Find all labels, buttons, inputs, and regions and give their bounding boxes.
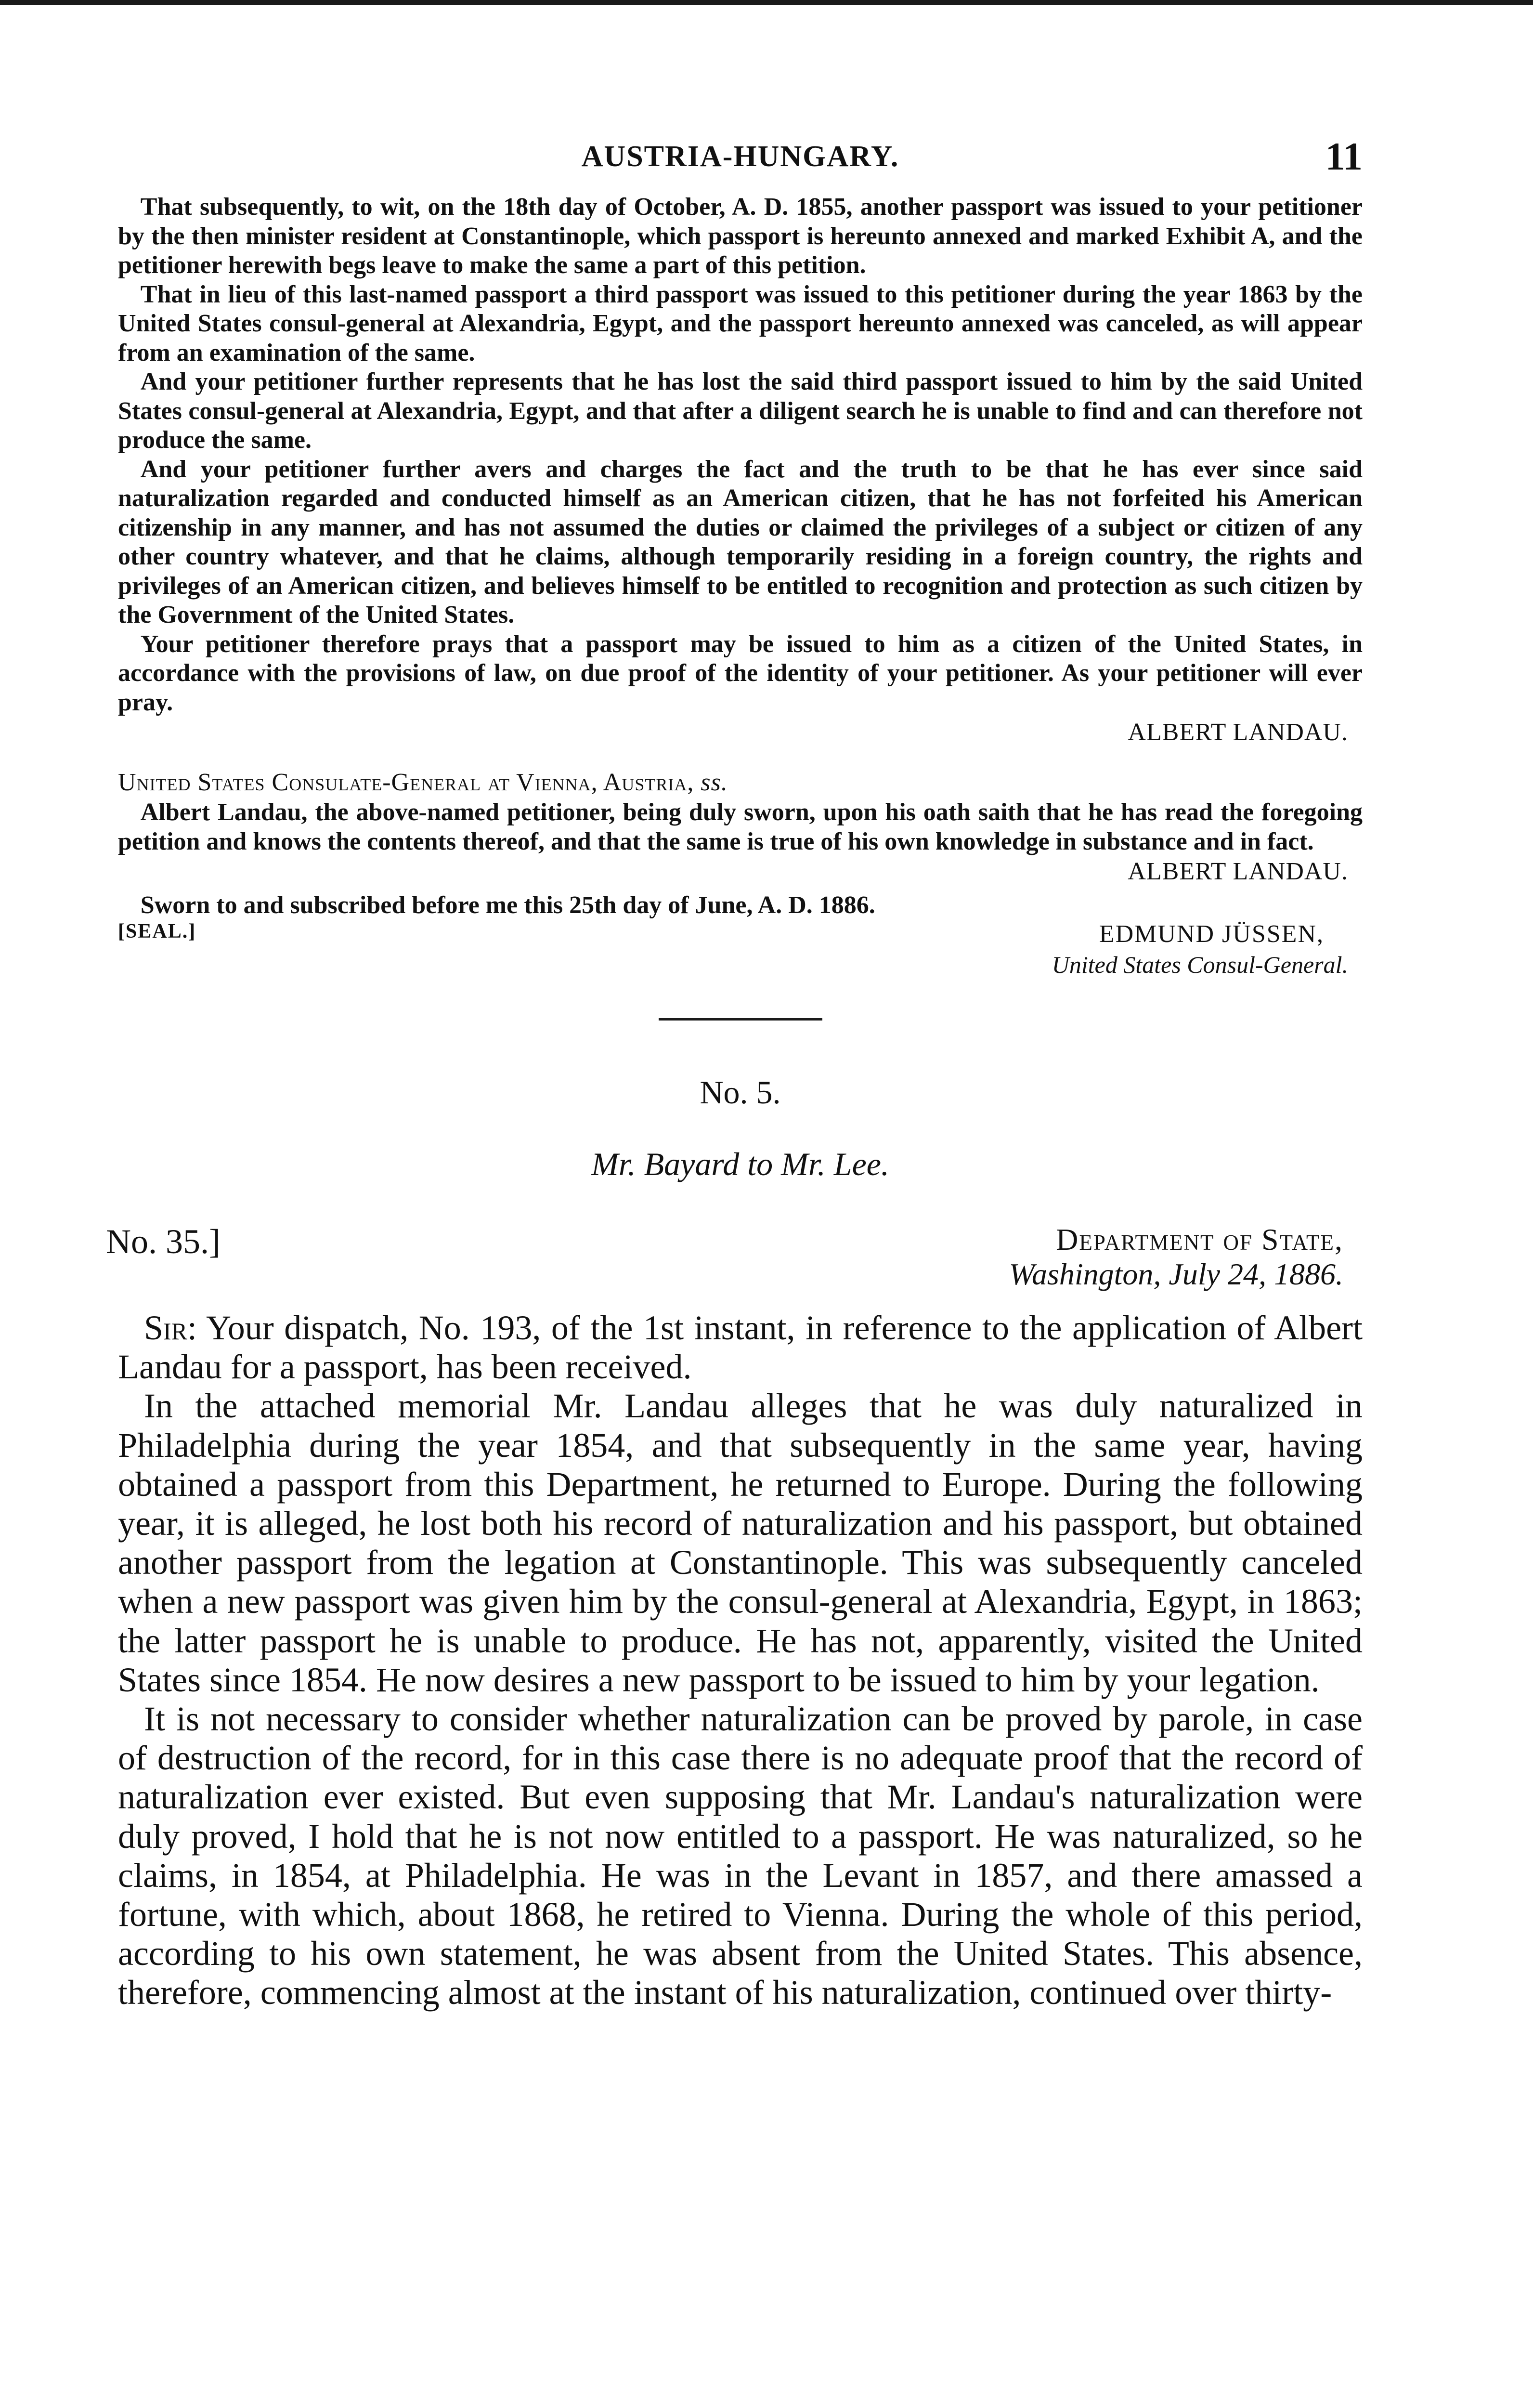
page xyxy=(106,130,1363,2013)
letter-paragraph-text: Your dispatch, No. 193, of the 1st instant, in reference to the application of Albert Landau for a passport, has been received. xyxy=(118,1309,1363,1387)
affidavit-body: Albert Landau, the above-named petitioner, being duly sworn, upon his oath saith that he has read the foregoing petition and knows the contents thereof, and that the same is true of his own knowledge in substance and in fact. xyxy=(118,798,1363,855)
petition-paragraph: And your petitioner further avers and charges the fact and the truth to be that he has ever since said naturalization regarded and conducted himself as an American citizen, that he has not forfeited his American citizenship in any manner, and has not assumed the duties or claimed the privileges of a subject or citizen of any other country whatever, and that he claims, although temporarily residing in a foreign country, the rights and privileges of an American citizen, and believes himself to be entitled to recognition and protection as such citizen by the Government of the United States. xyxy=(118,455,1363,628)
petition-paragraph: That in lieu of this last-named passport a third passport was issued to this petitioner during the year 1863 by the United States consul-general at Alexandria, Egypt, and the passport hereunto annexed was canceled, as will appear from an examination of the same. xyxy=(118,280,1363,366)
running-header xyxy=(118,130,1363,183)
place-and-date: Washington, July 24, 1886. xyxy=(1009,1257,1343,1291)
affidavit-heading xyxy=(118,767,1363,798)
affidavit-heading-ss: ss. xyxy=(701,769,728,796)
dispatch-number: No. 35.] xyxy=(106,1222,221,1261)
letter-paragraph xyxy=(118,1309,1363,1387)
seal-mark: [SEAL.] xyxy=(118,920,196,942)
running-title: AUSTRIA-HUNGARY. xyxy=(581,140,899,173)
petition-signature: ALBERT LANDAU. xyxy=(1128,719,1348,746)
department-name: Department of State, xyxy=(1056,1222,1343,1256)
page-number: 11 xyxy=(1325,134,1363,178)
seal-row xyxy=(118,920,1363,950)
dispatch-header xyxy=(106,1222,1363,1304)
affidavit-heading-text: United States Consulate-General at Vienna, Austria, xyxy=(118,769,694,796)
document-number: No. 5. xyxy=(700,1074,781,1111)
sworn-statement: Sworn to and subscribed before me this 25th day of June, A. D. 1886. xyxy=(140,891,875,919)
page-top-edge xyxy=(0,0,1533,5)
petition-paragraph: That subsequently, to wit, on the 18th day of October, A. D. 1855, another passport was issued to your petitioner by the then minister resident at Constantinople, which passport is hereunto annexed and marked Exhibit A, and the petitioner herewith begs leave to make the same a part of this petition. xyxy=(118,193,1363,279)
salutation: Sir: xyxy=(144,1309,197,1347)
petition-paragraph: Your petitioner therefore prays that a passport may be issued to him as a citizen of the United States, in accordance with the provisions of law, on due proof of the identity of your petitioner. As your petitioner will ever pray. xyxy=(118,630,1363,716)
letter-paragraph: In the attached memorial Mr. Landau alleges that he was duly naturalized in Philadelphia during the year 1854, and that subsequently in the same year, having obtained a passport from this Department, he returned to Europe. During the following year, it is alleged, he lost both his record of naturalization and his passport, but obtained another passport from the legation at Constantinople. This was subsequently canceled when a new passport was given him by the consul-general at Alexandria, Egypt, in 1863; the latter passport he is unable to produce. He has not, apparently, visited the United States since 1854. He now desires a new passport to be issued to him by your legation. xyxy=(118,1387,1363,1699)
petition-paragraph: And your petitioner further represents that he has lost the said third passport issued to him by the said United States consul-general at Alexandria, Egypt, and that after a diligent search he is unable to find and can therefore not produce the same. xyxy=(118,368,1363,454)
document-title: Mr. Bayard to Mr. Lee. xyxy=(591,1146,889,1182)
official-name: EDMUND JÜSSEN, xyxy=(1099,920,1324,948)
official-title: United States Consul-General. xyxy=(1052,951,1348,978)
letter-body xyxy=(118,1309,1363,2013)
letter-paragraph: It is not necessary to consider whether naturalization can be proved by parole, in case of destruction of the record, for in this case there is no adequate proof that the record of naturalization ever existed. But even supposing that Mr. Landau's naturalization were duly proved, I hold that he is not now entitled to a passport. He was naturalized, so he claims, in 1854, at Philadelphia. He was in the Levant in 1857, and there amassed a fortune, with which, about 1868, he retired to Vienna. During the whole of this period, according to his own statement, he was absent from the United States. This absence, therefore, commencing almost at the instant of his naturalization, continued over thirty- xyxy=(118,1700,1363,2012)
section-divider xyxy=(659,1018,822,1021)
petition-section xyxy=(118,193,1363,980)
affidavit-signature: ALBERT LANDAU. xyxy=(1128,858,1348,885)
